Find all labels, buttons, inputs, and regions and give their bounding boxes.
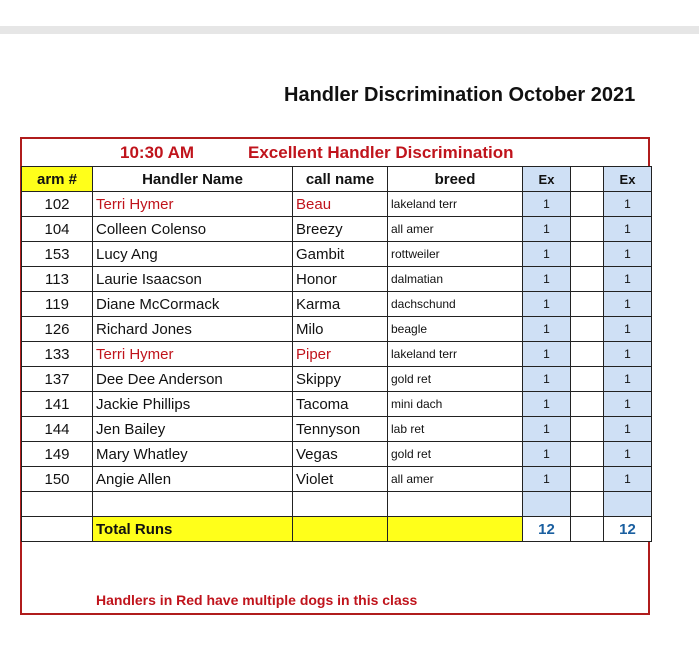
blank-cell <box>22 492 93 517</box>
handler-cell: Lucy Ang <box>93 242 293 267</box>
table-row <box>22 242 652 267</box>
armband-cell: 104 <box>22 217 93 242</box>
col-call-name: call name <box>293 167 388 192</box>
document-title: Handler Discrimination October 2021 <box>284 84 636 106</box>
ex-1-cell: 1 <box>523 392 571 417</box>
totals-blank <box>293 517 388 542</box>
ex-1-cell: 1 <box>523 242 571 267</box>
total-ex-2: 12 <box>604 517 652 542</box>
call-name-cell: Karma <box>293 292 388 317</box>
breed-cell: dachschund <box>388 292 523 317</box>
footnote: Handlers in Red have multiple dogs in this class <box>96 592 418 608</box>
table-row <box>22 367 652 392</box>
breed-cell: gold ret <box>388 442 523 467</box>
armband-cell: 149 <box>22 442 93 467</box>
totals-row <box>22 517 652 542</box>
entry-rows <box>22 192 652 492</box>
breed-cell: lab ret <box>388 417 523 442</box>
ex-2-cell: 1 <box>604 267 652 292</box>
handler-cell: Terri Hymer <box>93 342 293 367</box>
breed-cell: gold ret <box>388 367 523 392</box>
table-row <box>22 442 652 467</box>
armband-cell: 141 <box>22 392 93 417</box>
ex-1-cell: 1 <box>523 217 571 242</box>
breed-cell: lakeland terr <box>388 192 523 217</box>
totals-blank <box>22 517 93 542</box>
ex-1-cell: 1 <box>523 342 571 367</box>
call-name-cell: Honor <box>293 267 388 292</box>
ex-2-cell: 1 <box>604 292 652 317</box>
breed-cell: mini dach <box>388 392 523 417</box>
total-ex-1: 12 <box>523 517 571 542</box>
blank-cell <box>293 492 388 517</box>
call-name-cell: Tennyson <box>293 417 388 442</box>
gap-cell <box>571 417 604 442</box>
breed-cell: all amer <box>388 217 523 242</box>
breed-cell: rottweiler <box>388 242 523 267</box>
blank-cell <box>93 492 293 517</box>
ex-1-cell: 1 <box>523 267 571 292</box>
class-name: Excellent Handler Discrimination <box>248 143 514 162</box>
ex-2-cell: 1 <box>604 217 652 242</box>
breed-cell: all amer <box>388 467 523 492</box>
gap-cell <box>571 242 604 267</box>
ex-2-cell: 1 <box>604 317 652 342</box>
ex-2-cell: 1 <box>604 367 652 392</box>
table-row <box>22 267 652 292</box>
armband-cell: 126 <box>22 317 93 342</box>
handler-cell: Terri Hymer <box>93 192 293 217</box>
col-gap <box>571 167 604 192</box>
table-row <box>22 467 652 492</box>
gap-cell <box>571 392 604 417</box>
totals-gap <box>571 517 604 542</box>
table-row <box>22 292 652 317</box>
gap-cell <box>571 442 604 467</box>
ex-1-cell: 1 <box>523 292 571 317</box>
call-name-cell: Beau <box>293 192 388 217</box>
ex-2-cell: 1 <box>604 342 652 367</box>
breed-cell: beagle <box>388 317 523 342</box>
ex-1-cell: 1 <box>523 367 571 392</box>
call-name-cell: Gambit <box>293 242 388 267</box>
table-row <box>22 317 652 342</box>
ex-1-cell: 1 <box>523 192 571 217</box>
armband-cell: 137 <box>22 367 93 392</box>
call-name-cell: Vegas <box>293 442 388 467</box>
gap-cell <box>571 317 604 342</box>
armband-cell: 113 <box>22 267 93 292</box>
col-handler: Handler Name <box>93 167 293 192</box>
gap-cell <box>571 217 604 242</box>
totals-label: Total Runs <box>93 517 293 542</box>
ex-2-cell: 1 <box>604 467 652 492</box>
call-name-cell: Breezy <box>293 217 388 242</box>
table-row <box>22 342 652 367</box>
call-name-cell: Piper <box>293 342 388 367</box>
blank-row <box>22 492 652 517</box>
ex-2-cell: 1 <box>604 392 652 417</box>
handler-cell: Jackie Phillips <box>93 392 293 417</box>
handler-cell: Jen Bailey <box>93 417 293 442</box>
col-breed: breed <box>388 167 523 192</box>
armband-cell: 150 <box>22 467 93 492</box>
call-name-cell: Tacoma <box>293 392 388 417</box>
blank-cell <box>571 492 604 517</box>
gap-cell <box>571 292 604 317</box>
breed-cell: lakeland terr <box>388 342 523 367</box>
call-name-cell: Violet <box>293 467 388 492</box>
ex-2-cell: 1 <box>604 417 652 442</box>
blank-cell <box>523 492 571 517</box>
ex-2-cell: 1 <box>604 442 652 467</box>
gap-cell <box>571 267 604 292</box>
handler-cell: Dee Dee Anderson <box>93 367 293 392</box>
armband-cell: 133 <box>22 342 93 367</box>
handler-cell: Diane McCormack <box>93 292 293 317</box>
ex-1-cell: 1 <box>523 417 571 442</box>
table-row <box>22 192 652 217</box>
handler-cell: Colleen Colenso <box>93 217 293 242</box>
ex-1-cell: 1 <box>523 467 571 492</box>
totals-blank <box>388 517 523 542</box>
entry-table <box>21 166 652 542</box>
blank-cell <box>388 492 523 517</box>
ex-2-cell: 1 <box>604 192 652 217</box>
handler-cell: Laurie Isaacson <box>93 267 293 292</box>
ex-2-cell: 1 <box>604 242 652 267</box>
class-time: 10:30 AM <box>120 143 195 162</box>
table-row <box>22 392 652 417</box>
gap-cell <box>571 367 604 392</box>
ex-1-cell: 1 <box>523 442 571 467</box>
col-ex-2: Ex <box>604 167 652 192</box>
call-name-cell: Milo <box>293 317 388 342</box>
ex-1-cell: 1 <box>523 317 571 342</box>
table-row <box>22 217 652 242</box>
call-name-cell: Skippy <box>293 367 388 392</box>
armband-cell: 153 <box>22 242 93 267</box>
handler-cell: Richard Jones <box>93 317 293 342</box>
armband-cell: 102 <box>22 192 93 217</box>
gap-cell <box>571 342 604 367</box>
col-ex-1: Ex <box>523 167 571 192</box>
armband-cell: 144 <box>22 417 93 442</box>
col-armband: arm # <box>22 167 93 192</box>
table-row <box>22 417 652 442</box>
gap-cell <box>571 467 604 492</box>
column-header-row <box>22 167 652 192</box>
blank-cell <box>604 492 652 517</box>
breed-cell: dalmatian <box>388 267 523 292</box>
armband-cell: 119 <box>22 292 93 317</box>
handler-cell: Mary Whatley <box>93 442 293 467</box>
top-bar <box>0 26 699 34</box>
handler-cell: Angie Allen <box>93 467 293 492</box>
gap-cell <box>571 192 604 217</box>
